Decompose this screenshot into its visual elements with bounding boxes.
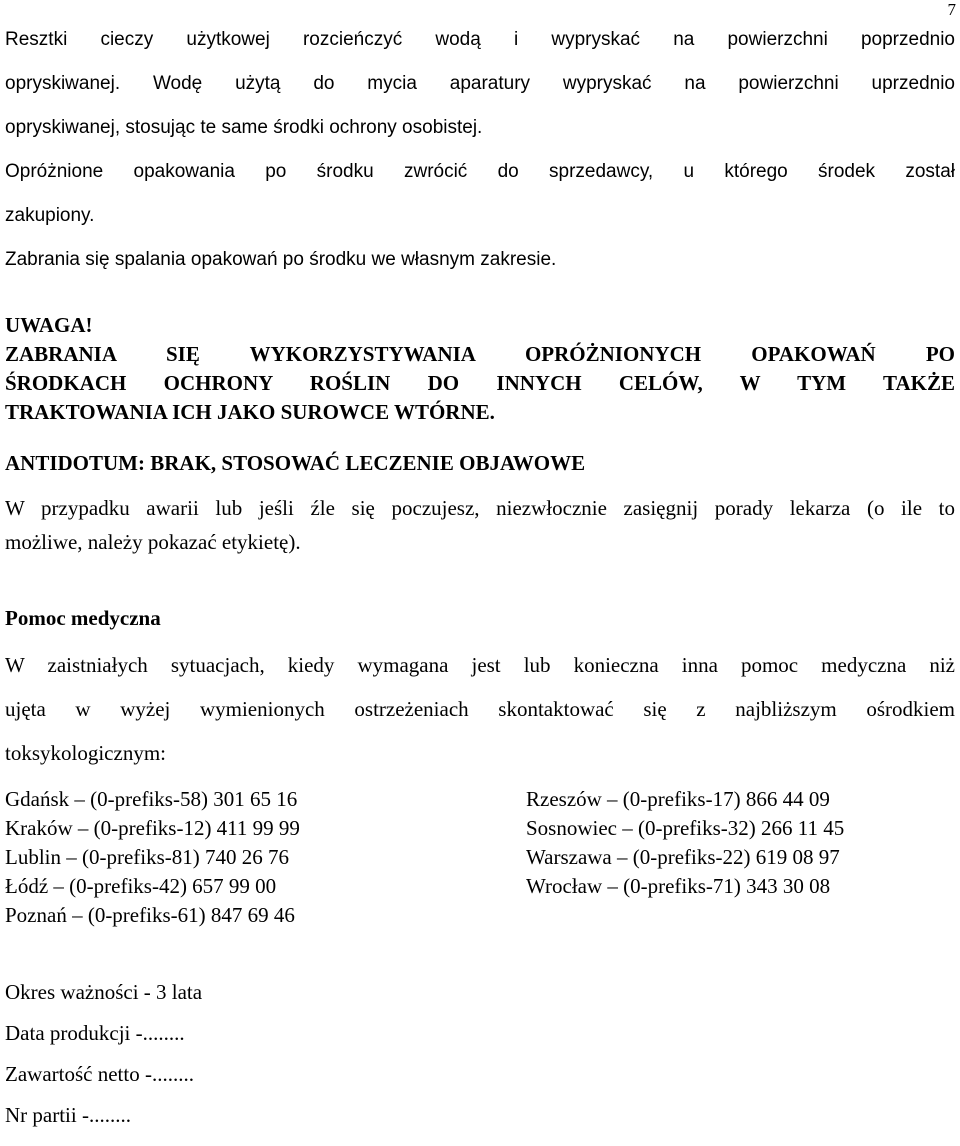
rinse-paragraph-line-3: opryskiwanej, stosując te same środki ochrony osobistej. [5,117,483,138]
page-number: 7 [947,0,956,19]
contact-rzeszow: Rzeszów – (0-prefiks-17) 866 44 09 [526,787,830,811]
warning-line-1: ZABRANIA SIĘ WYKORZYSTYWANIA OPRÓŻNIONYCH OPAKOWAŃ PO [5,342,955,366]
contact-krakow: Kraków – (0-prefiks-12) 411 99 99 [5,816,300,840]
contacts-left-column [5,785,526,930]
batch-number: Nr partii -........ [5,1103,131,1127]
contact-sosnowiec: Sosnowiec – (0-prefiks-32) 266 11 45 [526,816,845,840]
antidote-heading: ANTIDOTUM: BRAK, STOSOWAĆ LECZENIE OBJAWOWE [5,451,586,475]
rinse-paragraph-line-2: opryskiwanej. Wodę użytą do mycia aparatury wypryskać na powierzchni uprzednio [5,73,955,94]
warning-line-3: TRAKTOWANIA ICH JAKO SUROWCE WTÓRNE. [5,400,495,424]
document-body [5,24,955,1136]
contact-wroclaw: Wrocław – (0-prefiks-71) 343 30 08 [526,874,831,898]
contact-warszawa: Warszawa – (0-prefiks-22) 619 08 97 [526,845,840,869]
rinse-paragraph-line-1: Resztki cieczy użytkowej rozcieńczyć wodą i wypryskać na powierzchni poprzednio [5,29,955,50]
medical-help-line-1: W zaistniałych sytuacjach, kiedy wymagana jest lub konieczna inna pomoc medyczna niż [5,653,955,677]
toxicology-contacts [5,785,955,930]
packaging-paragraph-line-1: Opróżnione opakowania po środku zwrócić do sprzedawcy, u którego środek został [5,161,955,182]
antidote-line-1: W przypadku awarii lub jeśli źle się poczujesz, niezwłocznie zasięgnij porady lekarza (o ile to [5,496,955,520]
shelf-life: Okres ważności - 3 lata [5,980,203,1004]
contact-lublin: Lublin – (0-prefiks-81) 740 26 76 [5,845,290,869]
contact-lodz: Łódź – (0-prefiks-42) 657 99 00 [5,874,277,898]
contact-poznan: Poznań – (0-prefiks-61) 847 69 46 [5,903,295,927]
contact-gdansk: Gdańsk – (0-prefiks-58) 301 65 16 [5,787,298,811]
warning-title: UWAGA! [5,313,93,337]
medical-help-line-2: ujęta w wyżej wymienionych ostrzeżeniach skontaktować się z najbliższym ośrodkiem [5,697,955,721]
medical-help-heading: Pomoc medyczna [5,606,161,630]
medical-help-line-3: toksykologicznym: [5,741,166,765]
net-content: Zawartość netto -........ [5,1062,194,1086]
packaging-paragraph-line-2: zakupiony. [5,205,95,226]
burning-prohibition: Zabrania się spalania opakowań po środku we własnym zakresie. [5,249,557,270]
contacts-right-column [526,785,955,930]
antidote-line-2: możliwe, należy pokazać etykietę). [5,530,301,554]
warning-line-2: ŚRODKACH OCHRONY ROŚLIN DO INNYCH CELÓW, W TYM TAKŻE [5,371,955,395]
production-date: Data produkcji -........ [5,1021,185,1045]
